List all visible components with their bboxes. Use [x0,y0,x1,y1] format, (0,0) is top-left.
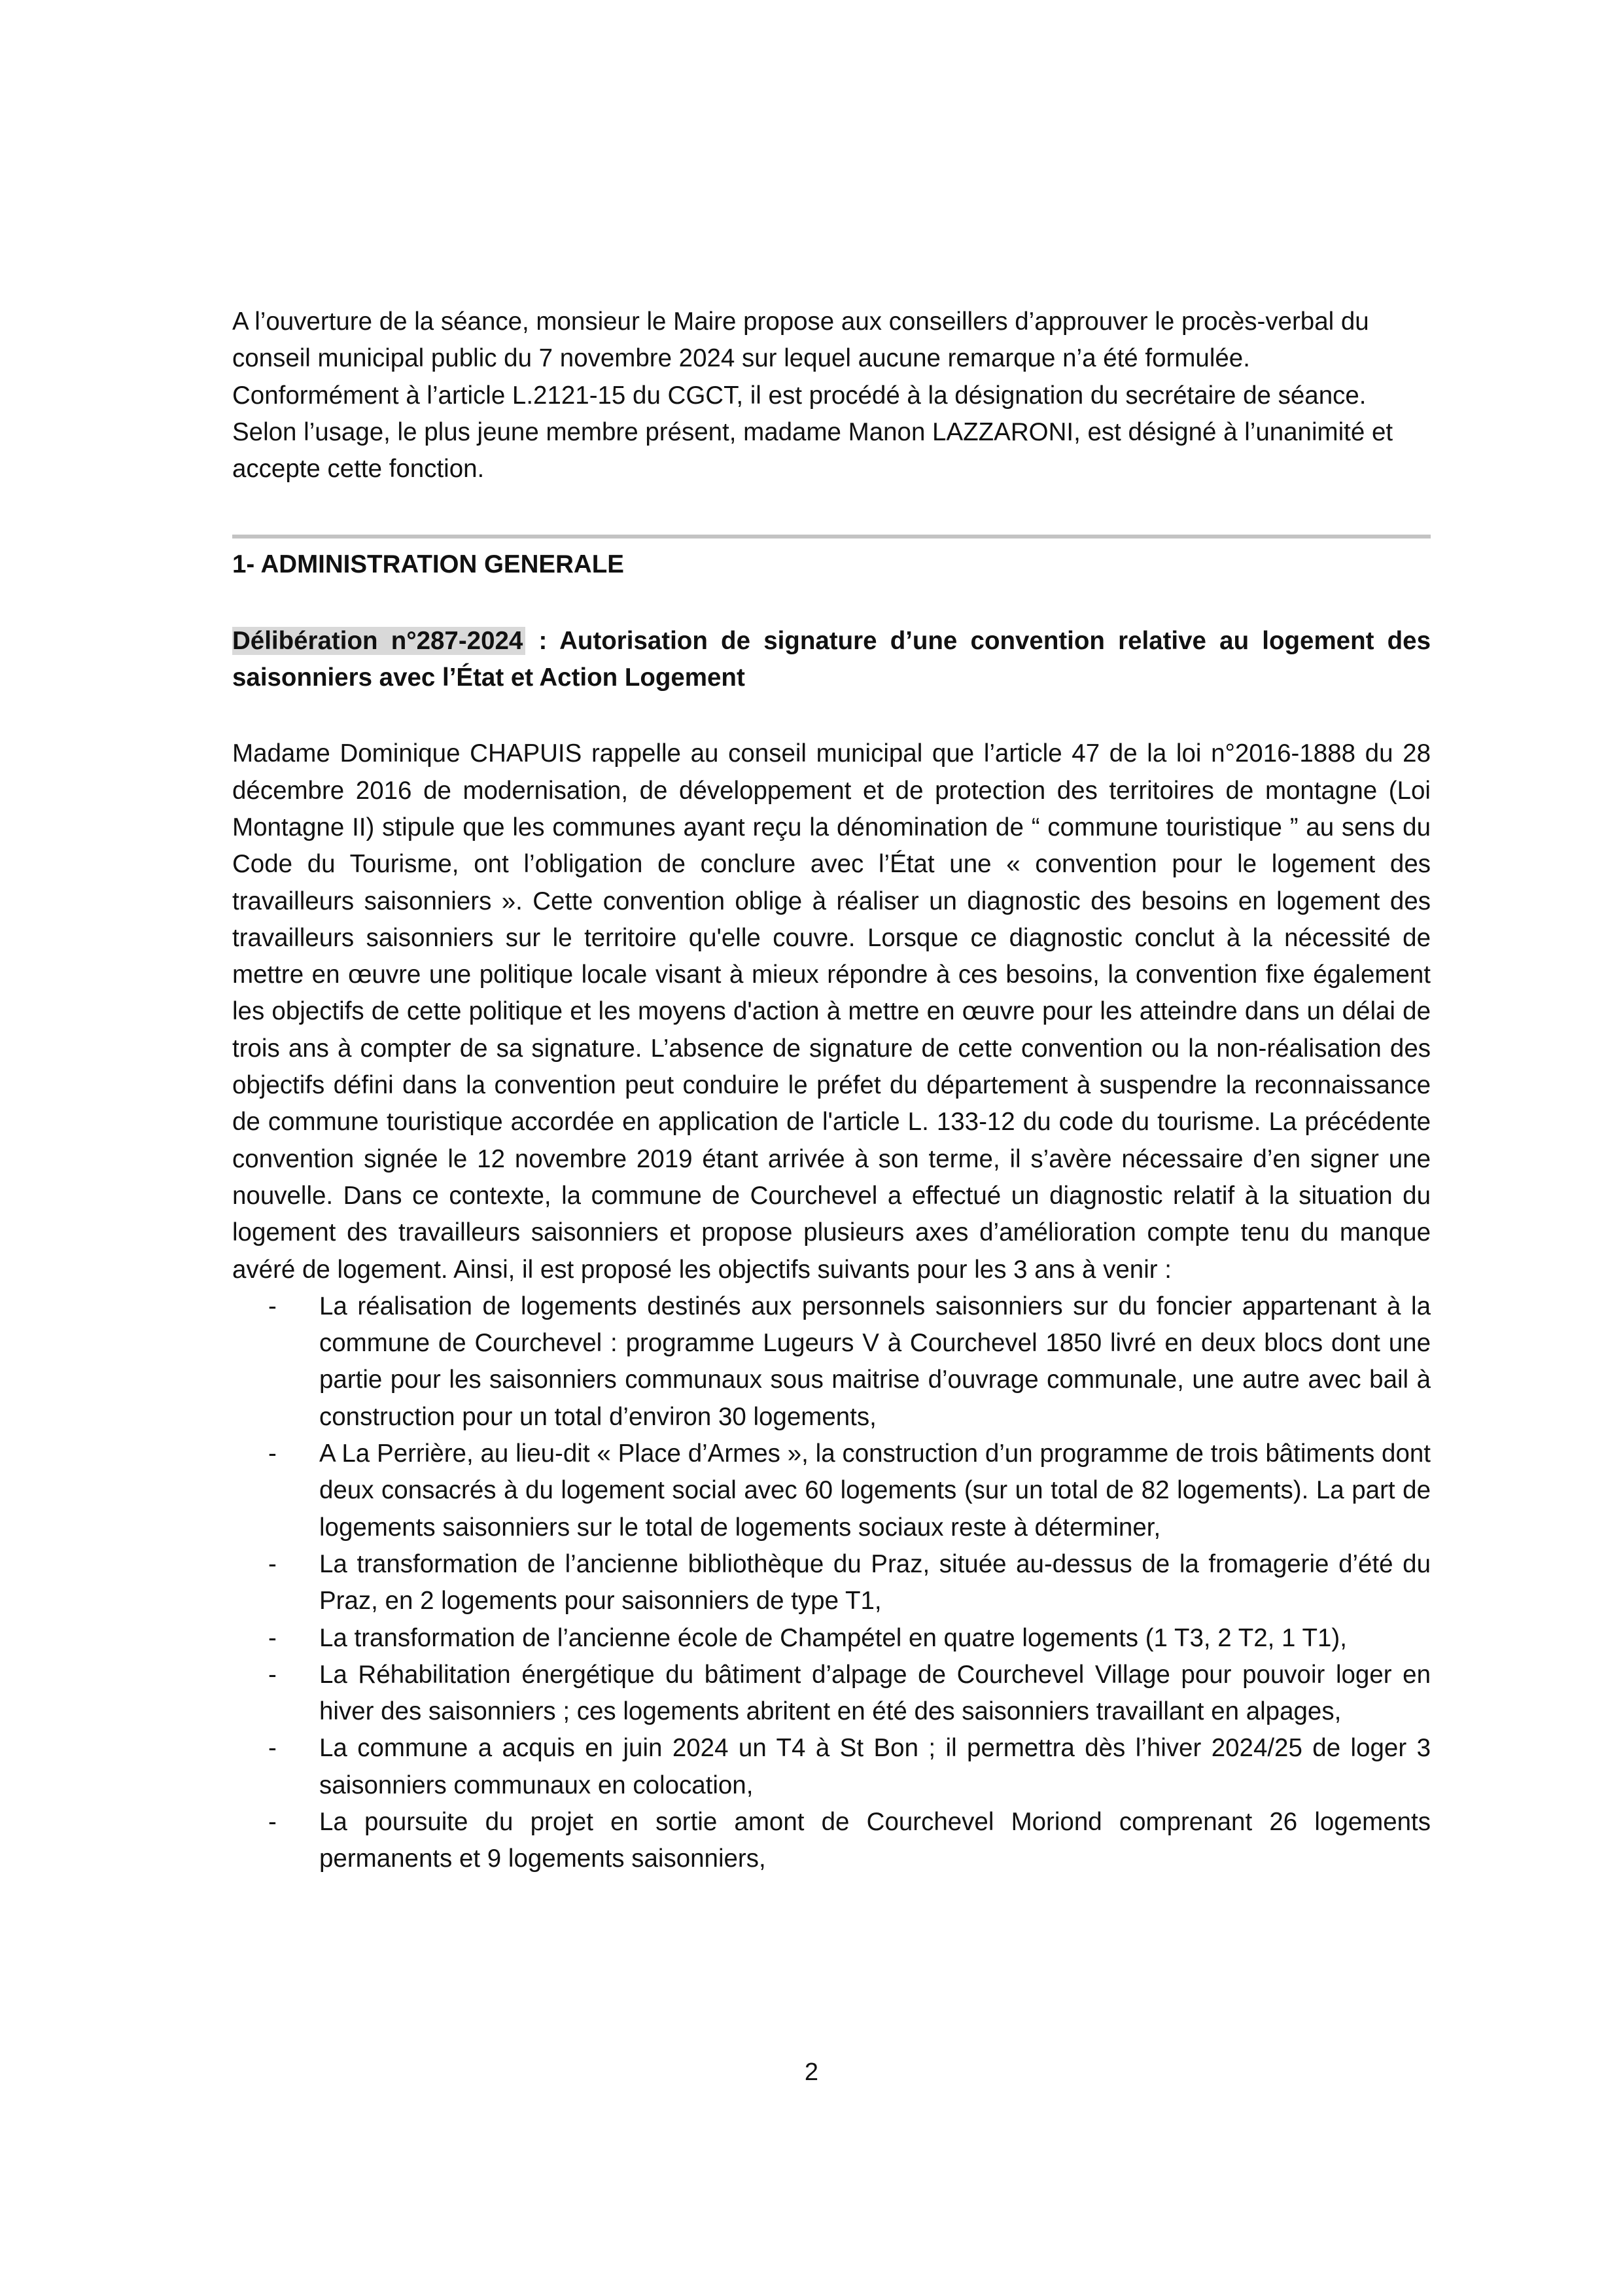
section-title: 1- ADMINISTRATION GENERALE [232,550,624,579]
list-item [232,1620,1431,1657]
list-item-text: La transformation de l’ancienne école de Champétel en quatre logements (1 T3, 2 T2, 1 T1), [319,1623,1347,1652]
list-item [232,1730,1431,1804]
list-item [232,1288,1431,1436]
list-bullet: - [268,1439,277,1468]
intro-paragraph: Conformément à l’article L.2121-15 du CGCT, il est procédé à la désignation du secrétaire de séance. Selon l’usage, le plus jeune membre présent, madame Manon LAZZARONI, est désigné à l’unanimité et accepte cette fonction. [232,381,1393,484]
list-item-text: A La Perrière, au lieu-dit « Place d’Armes », la construction d’un programme de trois bâtiments dont deux consacrés à du logement social avec 60 logements (sur un total de 82 logements). La part de logements saisonniers sur le total de logements sociaux reste à déterminer, [319,1439,1431,1542]
intro-block [232,304,1431,487]
list-bullet: - [268,1660,277,1689]
list-item [232,1804,1431,1878]
list-bullet: - [268,1549,277,1578]
list-bullet: - [268,1623,277,1652]
list-bullet: - [268,1734,277,1763]
list-item-text: La Réhabilitation énergétique du bâtiment d’alpage de Courchevel Village pour pouvoir loger en hiver des saisonniers ; ces logements abritent en été des saisonniers travaillant en alpages, [319,1660,1431,1726]
deliberation-number: Délibération n°287-2024 [232,627,525,655]
objectives-list [232,1288,1431,1878]
list-item-text: La transformation de l’ancienne bibliothèque du Praz, située au-dessus de la fromagerie d’été du Praz, en 2 logements pour saisonniers de type T1, [319,1549,1431,1616]
list-item-text: La poursuite du projet en sortie amont de Courchevel Moriond comprenant 26 logements permanents et 9 logements saisonniers, [319,1807,1431,1873]
deliberation-heading [232,623,1431,697]
list-bullet: - [268,1807,277,1836]
list-item-text: La réalisation de logements destinés aux personnels saisonniers sur du foncier appartenant à la commune de Courchevel : programme Lugeurs V à Courchevel 1850 livré en deux blocs dont une partie pour les saisonniers communaux sous maitrise d’ouvrage communale, une autre avec bail à construction pour un total d’environ 30 logements, [319,1292,1431,1431]
list-item [232,1436,1431,1546]
list-item-text: La commune a acquis en juin 2024 un T4 à St Bon ; il permettra dès l’hiver 2024/25 de loger 3 saisonniers communaux en colocation, [319,1734,1431,1799]
page-number: 2 [804,2058,819,2086]
intro-paragraph: A l’ouverture de la séance, monsieur le Maire propose aux conseillers d’approuver le procès-verbal du conseil municipal public du 7 novembre 2024 sur lequel aucune remarque n’a été formulée. [232,308,1369,373]
section-divider [232,535,1431,539]
list-item [232,1657,1431,1731]
list-item [232,1546,1431,1620]
deliberation-title: : Autorisation de signature d’une convention relative au logement des saisonniers avec l’État et Action Logement [232,626,1431,692]
page-content [232,304,1431,1878]
body-paragraph: Madame Dominique CHAPUIS rappelle au conseil municipal que l’article 47 de la loi n°2016-1888 du 28 décembre 2016 de modernisation, de développement et de protection des territoires de montagne (Loi Montagne II) stipule que les communes ayant reçu la dénomination de “ commune touristique ” au sens du Code du Tourisme, ont l’obligation de conclure avec l’État une « convention pour le logement des travailleurs saisonniers ». Cette convention oblige à réaliser un diagnostic des besoins en logement des travailleurs saisonniers sur le territoire qu'elle couvre. Lorsque ce diagnostic conclut à la nécessité de mettre en œuvre une politique locale visant à mieux répondre à ces besoins, la convention fixe également les objectifs de cette politique et les moyens d'action à mettre en œuvre pour les atteindre dans un délai de trois ans à compter de sa signature. L’absence de signature de cette convention ou la non-réalisation des objectifs défini dans la convention peut conduire le préfet du département à suspendre la reconnaissance de commune touristique accordée en application de l'article L. 133-12 du code du tourisme. La précédente convention signée le 12 novembre 2019 étant arrivée à son terme, il s’avère nécessaire d’en signer une nouvelle. Dans ce contexte, la commune de Courchevel a effectué un diagnostic relatif à la situation du logement des travailleurs saisonniers et propose plusieurs axes d’amélioration compte tenu du manque avéré de logement. Ainsi, il est proposé les objectifs suivants pour les 3 ans à venir : [232,739,1431,1284]
list-bullet: - [268,1292,277,1320]
